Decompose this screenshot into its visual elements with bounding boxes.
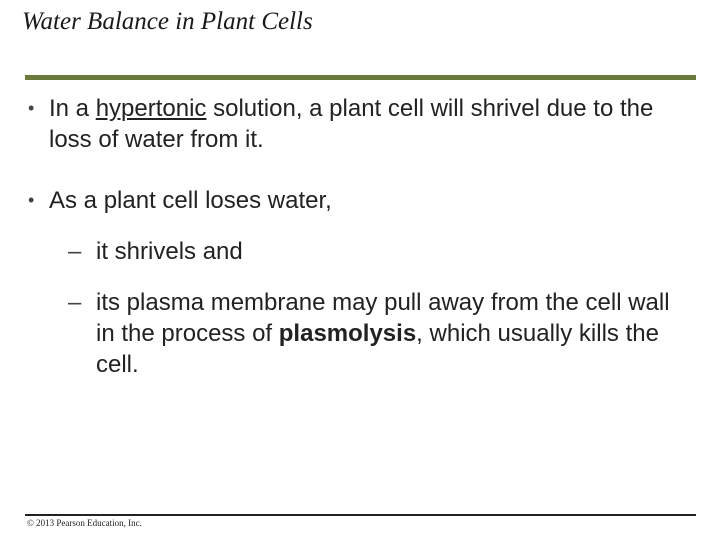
bullet-marker: • (28, 98, 35, 118)
bullet-text-prefix: In a (49, 95, 96, 122)
title-divider (25, 75, 696, 80)
sub-bullet-text (96, 287, 688, 380)
sub-bullet-text-suffix: , which usually kills the cell. (96, 320, 659, 378)
footer-divider (25, 514, 696, 516)
sub-bullet-marker: – (68, 238, 82, 265)
sub-bullet-text: it shrivels and (96, 238, 243, 265)
plasmolysis-term: plasmolysis (278, 320, 417, 347)
bullet-text (49, 93, 688, 155)
sub-bullet-marker: – (68, 289, 82, 316)
hypertonic-term: hypertonic (95, 95, 207, 122)
bullet-text-suffix: solution, a plant cell will shrivel due to the loss of water from it. (49, 95, 654, 153)
bullet-marker: • (28, 190, 35, 210)
copyright-notice: © 2013 Pearson Education, Inc. (27, 518, 142, 528)
slide-title: Water Balance in Plant Cells (22, 8, 313, 35)
sub-bullet-item (68, 236, 688, 267)
bullet-item (28, 93, 688, 155)
bullet-item (28, 185, 688, 216)
sub-bullet-item (68, 287, 688, 380)
bullet-text: As a plant cell loses water, (49, 187, 332, 214)
sub-bullet-text-prefix: its plasma membrane may pull away from the cell wall in the process of (96, 289, 670, 347)
